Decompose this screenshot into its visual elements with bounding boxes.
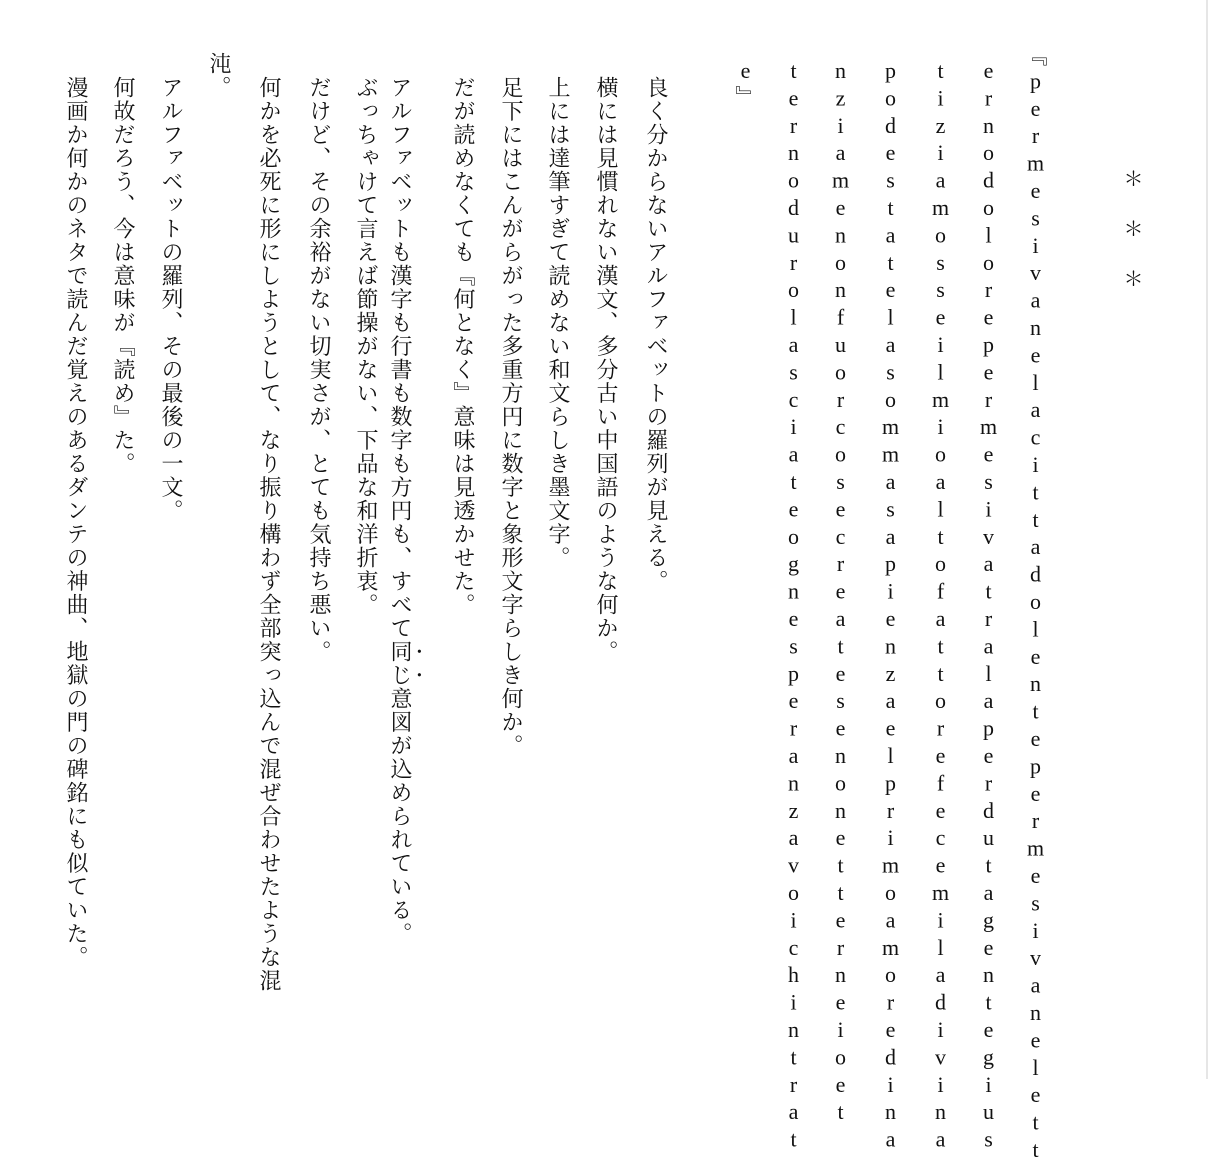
paragraph: 足下にはこんがらがった多重方円に数字と象形文字らしき何か。 (498, 76, 523, 758)
paragraph: 良く分からないアルファベットの羅列が見える。 (643, 76, 668, 593)
paragraph-text: 意図が込められている。 (387, 687, 412, 946)
paragraph: 何かを必死に形にしようとして、なり振り構わず全部突っ込んで混ぜ合わせたような混 (256, 76, 281, 993)
paragraph: だが読めなくても『何となく』意味は見透かせた。 (450, 76, 475, 617)
inscription-line: ernodolorepermesivatralaperdutagentegius (976, 58, 1001, 1154)
paragraph: 上には達筆すぎて読めない和文らしき墨文字。 (545, 76, 570, 570)
paragraph: 漫画か何かのネタで読んだ覚えのあるダンテの神曲、地獄の門の碑銘にも似ていた。 (63, 76, 88, 969)
paragraph: だけど、その余裕がない切実さが、とても気持ち悪い。 (306, 76, 331, 664)
inscription-line: tiziamosseilmioaltofattorefecemiladivina (928, 58, 953, 1154)
inscription-line: podestatelasommasapienzaelprimoamoredina (878, 58, 903, 1154)
paragraph (387, 76, 425, 946)
emphasized-text: 同じ (387, 640, 412, 687)
paragraph: 何故だろう、今は意味が『読め』た。 (110, 76, 135, 476)
paragraph-text: アルファベットも漢字も行書も数字も方円も、すべて (387, 76, 412, 640)
inscription-line: e』 (733, 58, 758, 110)
paragraph: アルファベットの羅列、その最後の一文。 (158, 76, 183, 523)
paragraph: 沌。 (206, 52, 231, 99)
paragraph: 横には見慣れない漢文、多分古い中国語のような何か。 (593, 76, 618, 664)
inscription-line: nziamenonfuorcosecreatesenonetterneioet (828, 58, 853, 1127)
paragraph: ぶっちゃけて言えば節操がない、下品な和洋折衷。 (353, 76, 378, 617)
section-separator: ＊＊＊ (1120, 168, 1144, 318)
inscription-line: 『permesivanelacittadolentepermesivanelett (1023, 44, 1048, 1164)
inscription-line: ternodurolasciateognesperanzavoichintrat (781, 58, 806, 1154)
